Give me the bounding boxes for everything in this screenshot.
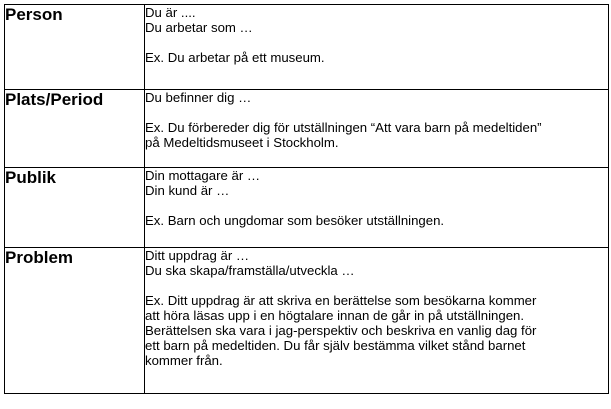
row-content-problem — [145, 248, 609, 394]
example-line: att höra läsas upp i en högtalare innan de går in på utställningen. — [145, 308, 525, 323]
prompt-line: Din kund är … — [145, 183, 230, 198]
example-text: Ex. Barn och ungdomar som besöker utställningen. — [145, 213, 445, 228]
row-content-plats-period — [145, 90, 609, 168]
row-label-problem: Problem — [5, 248, 145, 394]
prompt-line: Du ska skapa/framställa/utveckla … — [145, 263, 355, 278]
example-text: Ex. Du arbetar på ett museum. — [145, 50, 325, 65]
example-line: kommer från. — [145, 353, 223, 368]
table-row-plats-period — [5, 90, 609, 168]
row-label-publik: Publik — [5, 168, 145, 248]
prompt-line: Din mottagare är … — [145, 168, 261, 183]
example-line: Ex. Ditt uppdrag är att skriva en berättelse som besökarna kommer — [145, 293, 537, 308]
prompt-line: Du arbetar som … — [145, 20, 253, 35]
example-line: på Medeltidsmuseet i Stockholm. — [145, 135, 339, 150]
example-line: ett barn på medeltiden. Du får själv bestämma vilket stånd barnet — [145, 338, 526, 353]
prompt-line: Ditt uppdrag är … — [145, 248, 250, 263]
table-row-publik — [5, 168, 609, 248]
row-content-publik — [145, 168, 609, 248]
prompt-line: Du är .... — [145, 5, 196, 20]
row-content-person — [145, 5, 609, 90]
table-row-problem — [5, 248, 609, 394]
row-label-plats-period: Plats/Period — [5, 90, 145, 168]
row-label-person: Person — [5, 5, 145, 90]
table-row-person — [5, 5, 609, 90]
prompt-line: Du befinner dig … — [145, 90, 252, 105]
example-line: Ex. Du förbereder dig för utställningen “Att vara barn på medeltiden” — [145, 120, 542, 135]
writing-frame-table — [4, 4, 609, 394]
example-line: Berättelsen ska vara i jag-perspektiv och beskriva en vanlig dag för — [145, 323, 537, 338]
